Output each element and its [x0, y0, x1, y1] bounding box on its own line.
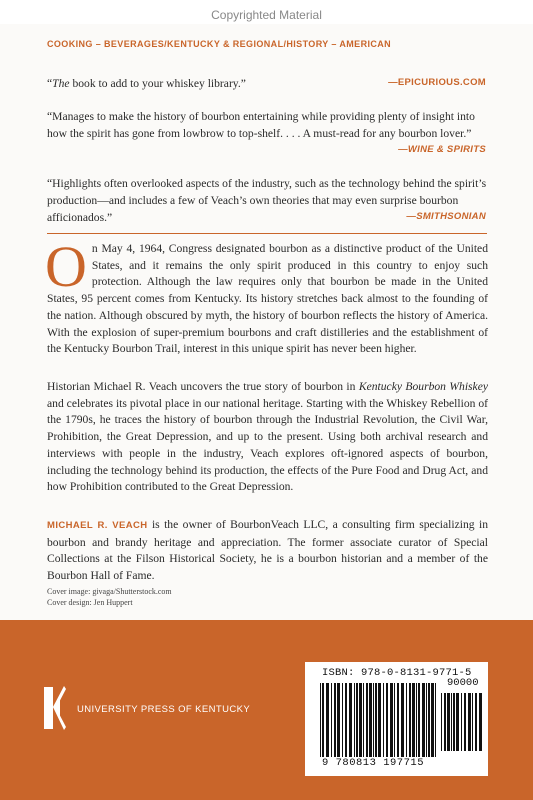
- ean-barcode: [320, 683, 438, 757]
- author-name: MICHAEL R. VEACH: [47, 520, 148, 531]
- description-paragraph-1: On May 4, 1964, Congress designated bourbon as a distinctive product of the United States, and it remains the only spirit produced in this country to enjoy such protection. Although the law requires only that bourbon be made in the United States, 95 percent comes from Kentucky. Its history stretches back almost to the founding of the nation. Although obscured by myth, the history of bourbon reflects the history of America. With the explosion of super-premium bourbons and craft distilleries and the establishment of the Kentucky Bourbon Trail, interest in this unique spirit has never been higher.: [45, 234, 488, 356]
- price-addon-number: 90000: [447, 677, 479, 689]
- review-source-1: —EPICURIOUS.COM: [388, 77, 486, 88]
- category-line: COOKING – BEVERAGES/KENTUCKY & REGIONAL/HISTORY – AMERICAN: [47, 39, 392, 49]
- barcode-panel: [305, 662, 488, 776]
- review-quote-3: “Highlights often overlooked aspects of the industry, such as the technology behind the spirit’s production—and includes a few of Veach’s own theories that may even surprise bourbon afficionados.”: [47, 177, 487, 224]
- drop-cap: O: [45, 234, 87, 299]
- divider-rule: [47, 233, 487, 234]
- addon-barcode: [441, 693, 485, 751]
- isbn-label: ISBN: 978-0-8131-9771-5: [322, 667, 472, 679]
- review-source-3: —SMITHSONIAN: [406, 211, 486, 222]
- cover-credits: [47, 586, 172, 608]
- description-paragraph-2: Historian Michael R. Veach uncovers the true story of bourbon in Kentucky Bourbon Whiskey and celebrates its pivotal place in our national heritage. Starting with the Whiskey Rebellion of the 1790s, he traces the history of bourbon through the Industrial Revolution, the Civil War, Prohibition, the Great Depression, and up to the present. Using both archival research and interviews with people in the industry, Veach explores oft-ignored aspects of bourbon, including the technology behind its production, the effects of the Pure Food and Drug Act, and how Prohibition contributed to the Great Depression.: [47, 380, 488, 494]
- review-source-2: —WINE & SPIRITS: [398, 144, 486, 155]
- cover-image-credit: Cover image: givaga/Shutterstock.com: [47, 587, 172, 596]
- publisher-name: UNIVERSITY PRESS OF KENTUCKY: [77, 704, 251, 715]
- copyright-watermark: Copyrighted Material: [211, 8, 322, 22]
- review-quote-2: “Manages to make the history of bourbon entertaining while providing plenty of insight into how the spirit has gone from lowbrow to top-shelf. . . . A must-read for any bourbon lover.”: [47, 110, 475, 140]
- review-quote-1: “The book to add to your whiskey library.”: [47, 77, 246, 90]
- barcode-number: 9 780813 197715: [322, 757, 425, 769]
- publisher-logo-icon: [44, 683, 66, 733]
- cover-design-credit: Cover design: Jen Huppert: [47, 598, 133, 607]
- author-bio: MICHAEL R. VEACH is the owner of BourbonVeach LLC, a consulting firm specializing in bourbon and brandy heritage and appreciation. The former associate curator of Special Collections at the Filson Historical Society, he is a bourbon historian and a member of the Bourbon Hall of Fame.: [47, 518, 488, 583]
